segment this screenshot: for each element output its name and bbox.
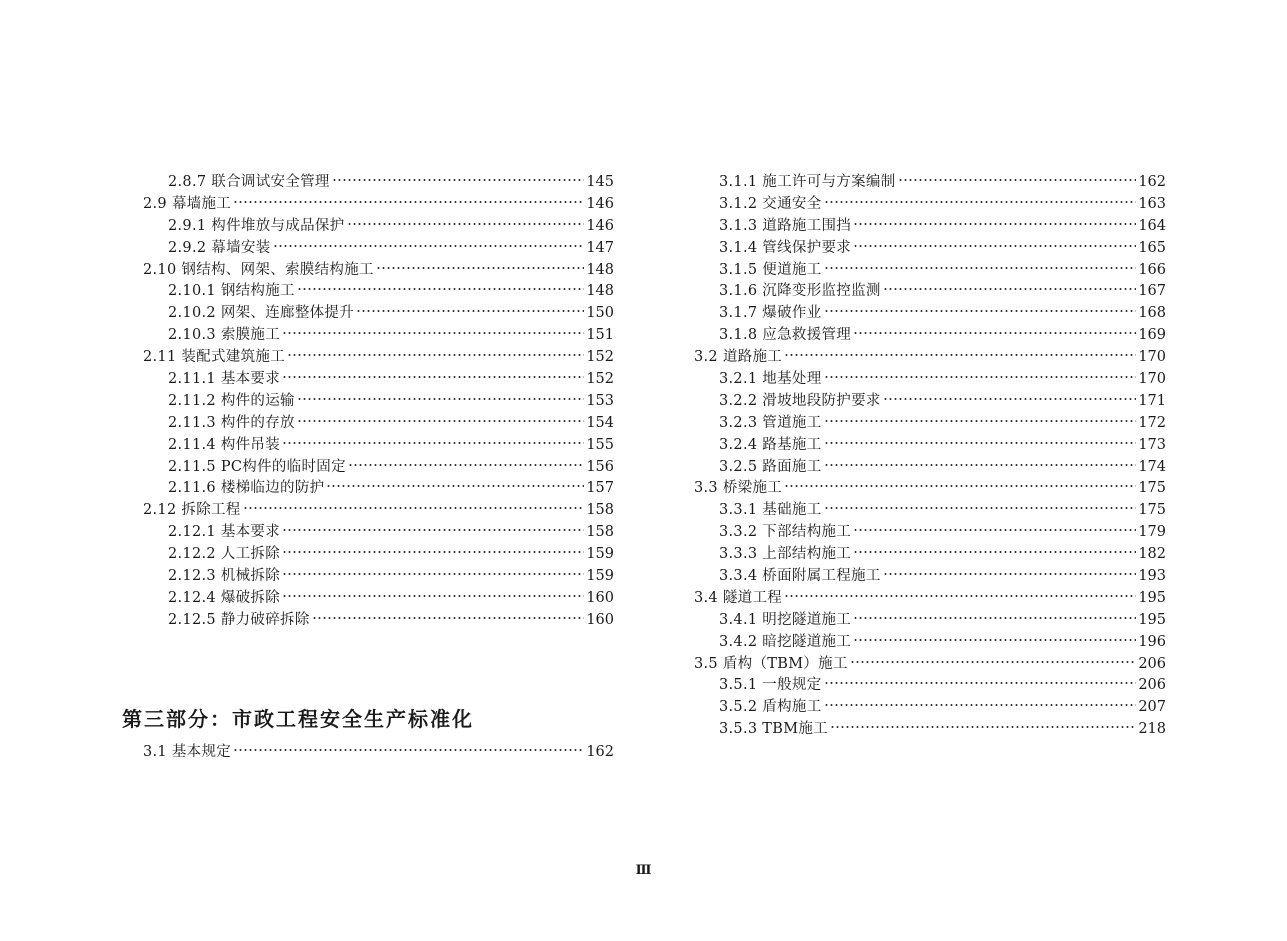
toc-entry-title: 3.3 桥梁施工 [694, 480, 783, 497]
toc-entry-page: 193 [1138, 568, 1166, 585]
part-three-heading: 第三部分：市政工程安全生产标准化 [122, 707, 474, 731]
toc-dot-leader [824, 266, 1137, 270]
toc-entry[interactable] [694, 216, 1166, 238]
toc-dot-leader [297, 287, 584, 291]
toc-entry[interactable] [694, 391, 1166, 413]
toc-entry[interactable] [122, 522, 614, 544]
toc-dot-leader [824, 703, 1137, 707]
toc-entry-page: 158 [586, 502, 614, 519]
toc-entry-title: 2.9.1 构件堆放与成品保护 [168, 217, 345, 234]
toc-entry-page: 146 [586, 217, 614, 234]
toc-dot-leader [233, 200, 584, 204]
toc-entry-page: 162 [1138, 174, 1166, 190]
toc-dot-leader [282, 550, 584, 554]
toc-entry-page: 160 [586, 589, 614, 606]
toc-dot-leader [883, 287, 1137, 291]
toc-entry-title: 3.1.5 便道施工 [719, 261, 822, 278]
toc-entry-page: 163 [1138, 195, 1166, 212]
toc-entry-page: 159 [586, 546, 614, 563]
toc-dot-leader [233, 748, 584, 752]
toc-entry[interactable] [122, 588, 614, 610]
toc-dot-leader [282, 594, 584, 598]
toc-entry-title: 2.11.4 构件吊装 [168, 436, 281, 453]
toc-dot-leader [282, 528, 584, 532]
toc-entry[interactable] [122, 325, 614, 347]
toc-entry-page: 159 [586, 568, 614, 585]
toc-part-three-first [122, 742, 614, 764]
toc-entry-page: 207 [1138, 699, 1166, 716]
toc-entry[interactable] [694, 457, 1166, 479]
toc-entry-title: 2.10.3 索膜施工 [168, 327, 281, 344]
toc-entry-title: 3.1.4 管线保护要求 [719, 239, 852, 256]
toc-entry[interactable] [122, 391, 614, 413]
toc-entry-title: 3.3.3 上部结构施工 [719, 546, 852, 563]
toc-entry-page: 152 [586, 371, 614, 388]
toc-entry[interactable] [122, 172, 614, 194]
toc-entry[interactable] [694, 697, 1166, 719]
toc-entry[interactable] [694, 566, 1166, 588]
toc-dot-leader [312, 616, 585, 620]
toc-entry-title: 2.11.6 楼梯临边的防护 [168, 480, 325, 497]
toc-entry-title: 2.9 幕墙施工 [143, 195, 232, 212]
toc-entry[interactable] [694, 260, 1166, 282]
toc-dot-leader [824, 463, 1137, 467]
toc-entry[interactable] [694, 588, 1166, 610]
toc-entry-title: 3.1 基本规定 [143, 744, 232, 760]
toc-dot-leader [347, 222, 585, 226]
toc-entry-title: 2.9.2 幕墙安装 [168, 239, 271, 256]
toc-dot-leader [824, 681, 1137, 685]
toc-entry-page: 167 [1138, 283, 1166, 300]
toc-dot-leader [784, 484, 1136, 488]
toc-dot-leader [853, 331, 1136, 335]
toc-dot-leader [282, 331, 584, 335]
toc-entry-title: 3.4.2 暗挖隧道施工 [719, 633, 852, 650]
toc-entry-title: 3.2.3 管道施工 [719, 414, 822, 431]
toc-entry-page: 196 [1138, 633, 1166, 650]
toc-entry-page: 148 [586, 261, 614, 278]
toc-dot-leader [287, 353, 584, 357]
toc-entry-title: 2.11 装配式建筑施工 [143, 349, 285, 366]
toc-entry[interactable] [122, 369, 614, 391]
toc-dot-leader [356, 309, 584, 313]
toc-entry[interactable] [122, 194, 614, 216]
toc-entry-title: 2.8.7 联合调试安全管理 [168, 174, 330, 190]
toc-entry[interactable] [694, 632, 1166, 654]
toc-entry-title: 2.11.2 构件的运输 [168, 392, 295, 409]
toc-dot-leader [853, 638, 1136, 642]
toc-entry[interactable] [694, 719, 1166, 741]
toc-entry-page: 162 [586, 744, 614, 760]
toc-entry-title: 2.11.1 基本要求 [168, 371, 281, 388]
toc-dot-leader [853, 550, 1136, 554]
toc-dot-leader [297, 397, 584, 401]
toc-entry[interactable] [122, 742, 614, 764]
toc-entry-title: 3.2 道路施工 [694, 349, 783, 366]
toc-dot-leader [376, 266, 585, 270]
toc-entry[interactable] [122, 500, 614, 522]
toc-entry-page: 164 [1138, 217, 1166, 234]
toc-entry-title: 3.4 隧道工程 [694, 589, 783, 606]
toc-entry-page: 172 [1138, 414, 1166, 431]
toc-entry[interactable] [694, 369, 1166, 391]
toc-entry-page: 175 [1138, 502, 1166, 519]
toc-entry[interactable] [694, 654, 1166, 676]
toc-entry[interactable] [122, 610, 614, 632]
toc-entry[interactable] [122, 478, 614, 500]
toc-entry-title: 3.1.7 爆破作业 [719, 305, 822, 322]
toc-entry-page: 147 [586, 239, 614, 256]
toc-entry-title: 2.10 钢结构、网架、索膜结构施工 [143, 261, 374, 278]
toc-dot-leader [853, 616, 1136, 620]
toc-dot-leader [326, 484, 584, 488]
toc-entry-page: 195 [1138, 589, 1166, 606]
toc-entry-page: 145 [586, 174, 614, 190]
toc-entry-title: 3.5 盾构（TBM）施工 [694, 655, 848, 672]
toc-dot-leader [853, 528, 1136, 532]
toc-dot-leader [824, 200, 1137, 204]
toc-entry-page: 182 [1138, 546, 1166, 563]
toc-left-column [122, 172, 614, 632]
toc-dot-leader [348, 463, 584, 467]
page-number: Ⅲ [635, 862, 652, 877]
toc-entry-title: 3.2.4 路基施工 [719, 436, 822, 453]
toc-entry-title: 3.5.1 一般规定 [719, 677, 822, 694]
toc-dot-leader [332, 178, 585, 182]
toc-entry[interactable] [122, 544, 614, 566]
toc-entry-title: 3.2.1 地基处理 [719, 371, 822, 388]
toc-entry-title: 3.3.2 下部结构施工 [719, 524, 852, 541]
toc-entry-page: 206 [1138, 677, 1166, 694]
toc-entry-page: 152 [586, 349, 614, 366]
toc-entry-page: 195 [1138, 611, 1166, 628]
toc-entry[interactable] [122, 413, 614, 435]
toc-entry[interactable] [122, 281, 614, 303]
toc-entry-page: 157 [586, 480, 614, 497]
toc-entry-page: 173 [1138, 436, 1166, 453]
toc-entry[interactable] [122, 260, 614, 282]
toc-entry[interactable] [694, 675, 1166, 697]
toc-dot-leader [850, 660, 1137, 664]
toc-entry-page: 175 [1138, 480, 1166, 497]
toc-entry-page: 170 [1138, 349, 1166, 366]
toc-entry[interactable] [122, 457, 614, 479]
toc-entry-title: 3.3.1 基础施工 [719, 502, 822, 519]
toc-dot-leader [243, 506, 585, 510]
toc-entry[interactable] [694, 172, 1166, 194]
toc-entry-page: 170 [1138, 371, 1166, 388]
toc-dot-leader [784, 594, 1136, 598]
toc-dot-leader [282, 441, 584, 445]
toc-entry[interactable] [122, 216, 614, 238]
toc-dot-leader [297, 419, 584, 423]
toc-entry-title: 2.12.1 基本要求 [168, 524, 281, 541]
toc-entry-page: 168 [1138, 305, 1166, 322]
toc-entry[interactable] [694, 281, 1166, 303]
toc-dot-leader [784, 353, 1136, 357]
toc-entry-title: 3.2.5 路面施工 [719, 458, 822, 475]
toc-entry-page: 154 [586, 414, 614, 431]
toc-entry-page: 218 [1138, 721, 1166, 738]
toc-entry-page: 169 [1138, 327, 1166, 344]
toc-entry-title: 3.3.4 桥面附属工程施工 [719, 568, 881, 585]
toc-entry[interactable] [122, 347, 614, 369]
toc-entry-page: 153 [586, 392, 614, 409]
toc-entry-page: 156 [586, 458, 614, 475]
toc-entry[interactable] [694, 238, 1166, 260]
toc-entry-title: 2.11.3 构件的存放 [168, 414, 295, 431]
toc-dot-leader [883, 572, 1137, 576]
toc-entry[interactable] [122, 238, 614, 260]
toc-entry[interactable] [694, 478, 1166, 500]
toc-entry[interactable] [694, 303, 1166, 325]
toc-entry-page: 158 [586, 524, 614, 541]
toc-entry-title: 2.12.4 爆破拆除 [168, 589, 281, 606]
toc-entry-title: 2.12.2 人工拆除 [168, 546, 281, 563]
toc-right-column [694, 172, 1166, 741]
toc-entry[interactable] [122, 303, 614, 325]
toc-dot-leader [853, 222, 1136, 226]
toc-dot-leader [853, 244, 1136, 248]
toc-dot-leader [824, 441, 1137, 445]
toc-entry-page: 155 [586, 436, 614, 453]
toc-entry[interactable] [694, 544, 1166, 566]
toc-entry-title: 3.5.2 盾构施工 [719, 699, 822, 716]
toc-entry-title: 2.10.1 钢结构施工 [168, 283, 295, 300]
toc-entry-page: 148 [586, 283, 614, 300]
toc-entry-title: 3.1.2 交通安全 [719, 195, 822, 212]
toc-entry-page: 165 [1138, 239, 1166, 256]
toc-entry[interactable] [694, 610, 1166, 632]
toc-entry[interactable] [694, 500, 1166, 522]
toc-dot-leader [824, 419, 1137, 423]
toc-entry[interactable] [694, 325, 1166, 347]
toc-dot-leader [282, 375, 584, 379]
toc-entry-title: 3.4.1 明挖隧道施工 [719, 611, 852, 628]
toc-entry-page: 171 [1138, 392, 1166, 409]
toc-entry-title: 2.12 拆除工程 [143, 502, 241, 519]
toc-entry-page: 174 [1138, 458, 1166, 475]
toc-entry-page: 166 [1138, 261, 1166, 278]
toc-dot-leader [883, 397, 1137, 401]
toc-entry[interactable] [694, 347, 1166, 369]
toc-entry-title: 2.12.3 机械拆除 [168, 568, 281, 585]
toc-entry-page: 150 [586, 305, 614, 322]
toc-entry-page: 160 [586, 611, 614, 628]
toc-entry[interactable] [122, 435, 614, 457]
toc-dot-leader [824, 375, 1137, 379]
toc-entry-title: 3.1.1 施工许可与方案编制 [719, 174, 896, 190]
toc-dot-leader [898, 178, 1137, 182]
toc-entry[interactable] [694, 435, 1166, 457]
toc-entry-page: 151 [586, 327, 614, 344]
toc-entry[interactable] [694, 522, 1166, 544]
toc-entry-title: 2.12.5 静力破碎拆除 [168, 611, 310, 628]
toc-entry[interactable] [694, 194, 1166, 216]
toc-entry-page: 146 [586, 195, 614, 212]
toc-entry-title: 3.1.8 应急救援管理 [719, 327, 852, 344]
toc-entry-title: 3.1.6 沉降变形监控监测 [719, 283, 881, 300]
toc-entry-page: 179 [1138, 524, 1166, 541]
toc-dot-leader [282, 572, 584, 576]
toc-entry-title: 3.1.3 道路施工围挡 [719, 217, 852, 234]
toc-dot-leader [824, 309, 1137, 313]
toc-dot-leader [830, 725, 1136, 729]
toc-entry-title: 3.2.2 滑坡地段防护要求 [719, 392, 881, 409]
toc-entry-page: 206 [1138, 655, 1166, 672]
toc-dot-leader [273, 244, 585, 248]
toc-entry-title: 3.5.3 TBM施工 [719, 721, 828, 738]
toc-dot-leader [824, 506, 1137, 510]
toc-entry[interactable] [122, 566, 614, 588]
toc-entry[interactable] [694, 413, 1166, 435]
toc-entry-title: 2.11.5 PC构件的临时固定 [168, 458, 346, 475]
toc-entry-title: 2.10.2 网架、连廊整体提升 [168, 305, 355, 322]
